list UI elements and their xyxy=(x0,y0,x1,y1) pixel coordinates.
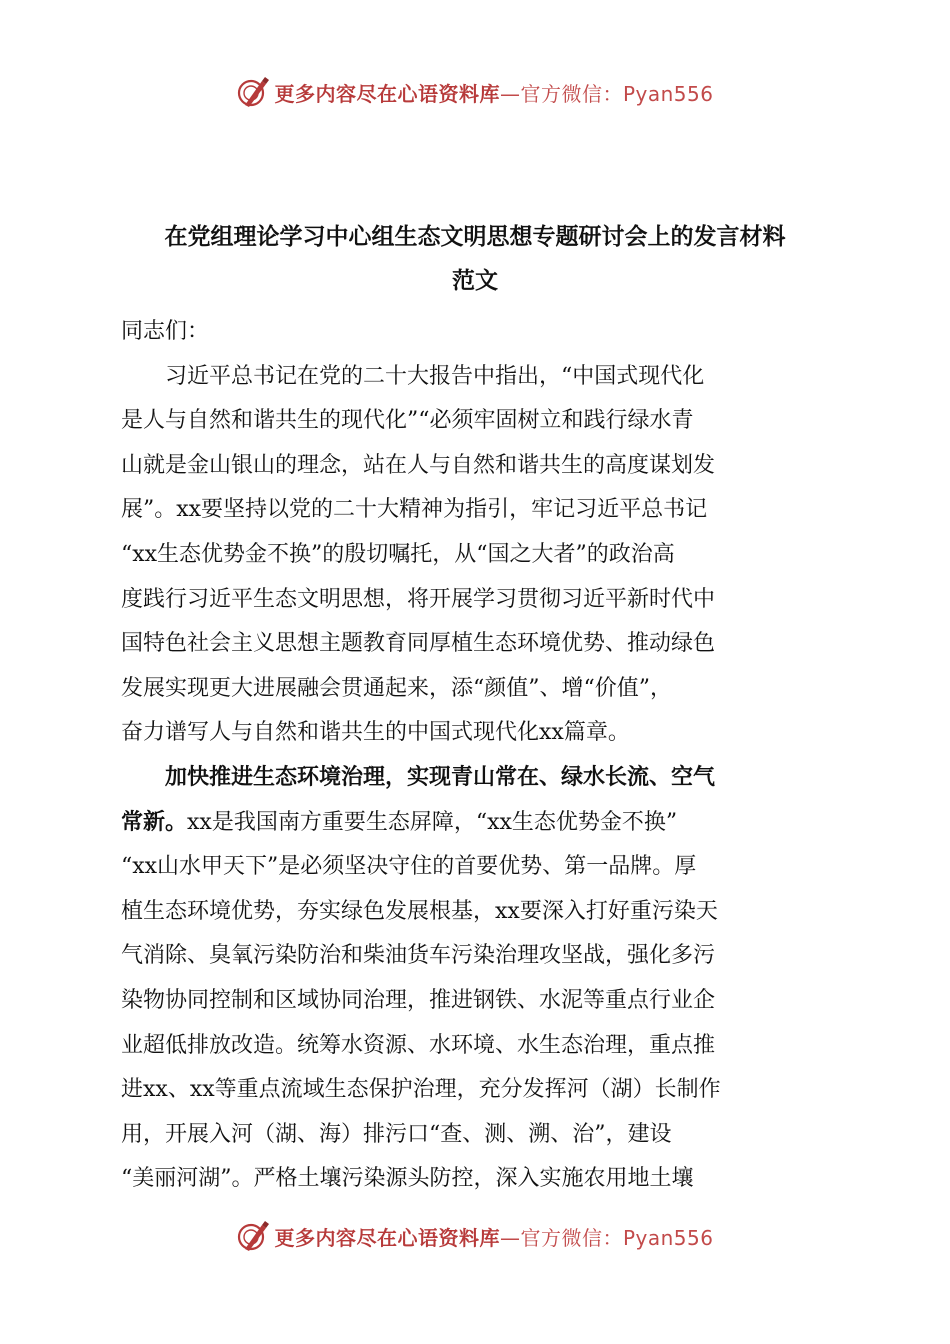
text-line xyxy=(121,801,821,846)
section-heading-end: 常新。 xyxy=(121,809,188,835)
text-line: 山就是金山银山的理念，站在人与自然和谐共生的高度谋划发 xyxy=(121,452,716,478)
document-title xyxy=(0,215,950,303)
text-run: xx是我国南方重要生态屏障，“xx生态优势金不换” xyxy=(187,809,678,835)
paragraph-intro xyxy=(121,355,821,756)
pen-seal-logo-icon xyxy=(236,1219,270,1253)
text-line: 气消除、臭氧污染防治和柴油货车污染治理攻坚战，强化多污 xyxy=(121,943,716,969)
text-line: 用，开展入河（湖、海）排污口“查、测、溯、治”，建设 xyxy=(121,1121,672,1147)
text-line: “xx生态优势金不换”的殷切嘱托，从“国之大者”的政治高 xyxy=(121,541,675,567)
document-body xyxy=(121,310,821,1202)
text-line: 习近平总书记在党的二十大报告中指出，“中国式现代化 xyxy=(121,363,705,389)
title-line-2: 范文 xyxy=(452,268,498,294)
watermark-text: 更多内容尽在心语资料库—官方微信：Pyan556 xyxy=(274,1225,714,1250)
text-line: 染物协同控制和区域协同治理，推进钢铁、水泥等重点行业企 xyxy=(121,987,716,1013)
text-line: 度践行习近平生态文明思想，将开展学习贯彻习近平新时代中 xyxy=(121,586,716,612)
pen-seal-logo-icon xyxy=(236,75,270,109)
text-line: 植生态环境优势，夯实绿色发展根基，xx要深入打好重污染天 xyxy=(121,898,718,924)
salutation: 同志们： xyxy=(121,319,210,344)
title-line-1: 在党组理论学习中心组生态文明思想专题研讨会上的发言材料 xyxy=(164,224,786,250)
text-line: 进xx、xx等重点流域生态保护治理，充分发挥河（湖）长制作 xyxy=(121,1077,721,1103)
text-line: 是人与自然和谐共生的现代化”“必须牢固树立和践行绿水青 xyxy=(121,408,694,434)
text-line: 展”。xx要坚持以党的二十大精神为指引，牢记习近平总书记 xyxy=(121,497,708,523)
text-line: 业超低排放改造。统筹水资源、水环境、水生态治理，重点推 xyxy=(121,1032,716,1058)
watermark-banner-bottom xyxy=(0,1216,950,1256)
watermark-text: 更多内容尽在心语资料库—官方微信：Pyan556 xyxy=(274,81,714,106)
watermark-banner-top xyxy=(0,72,950,112)
text-line: “xx山水甲天下”是必须坚决守住的首要优势、第一品牌。厚 xyxy=(121,854,697,880)
text-line: 奋力谱写人与自然和谐共生的中国式现代化xx篇章。 xyxy=(121,720,630,746)
text-line: 国特色社会主义思想主题教育同厚植生态环境优势、推动绿色 xyxy=(121,631,716,657)
paragraph-ecology xyxy=(121,756,821,1202)
text-line: 发展实现更大进展融会贯通起来，添“颜值”、增“价值”， xyxy=(121,675,672,701)
section-heading-line: 加快推进生态环境治理，实现青山常在、绿水长流、空气 xyxy=(121,764,716,790)
text-line: “美丽河湖”。严格土壤污染源头防控，深入实施农用地土壤 xyxy=(121,1166,694,1192)
